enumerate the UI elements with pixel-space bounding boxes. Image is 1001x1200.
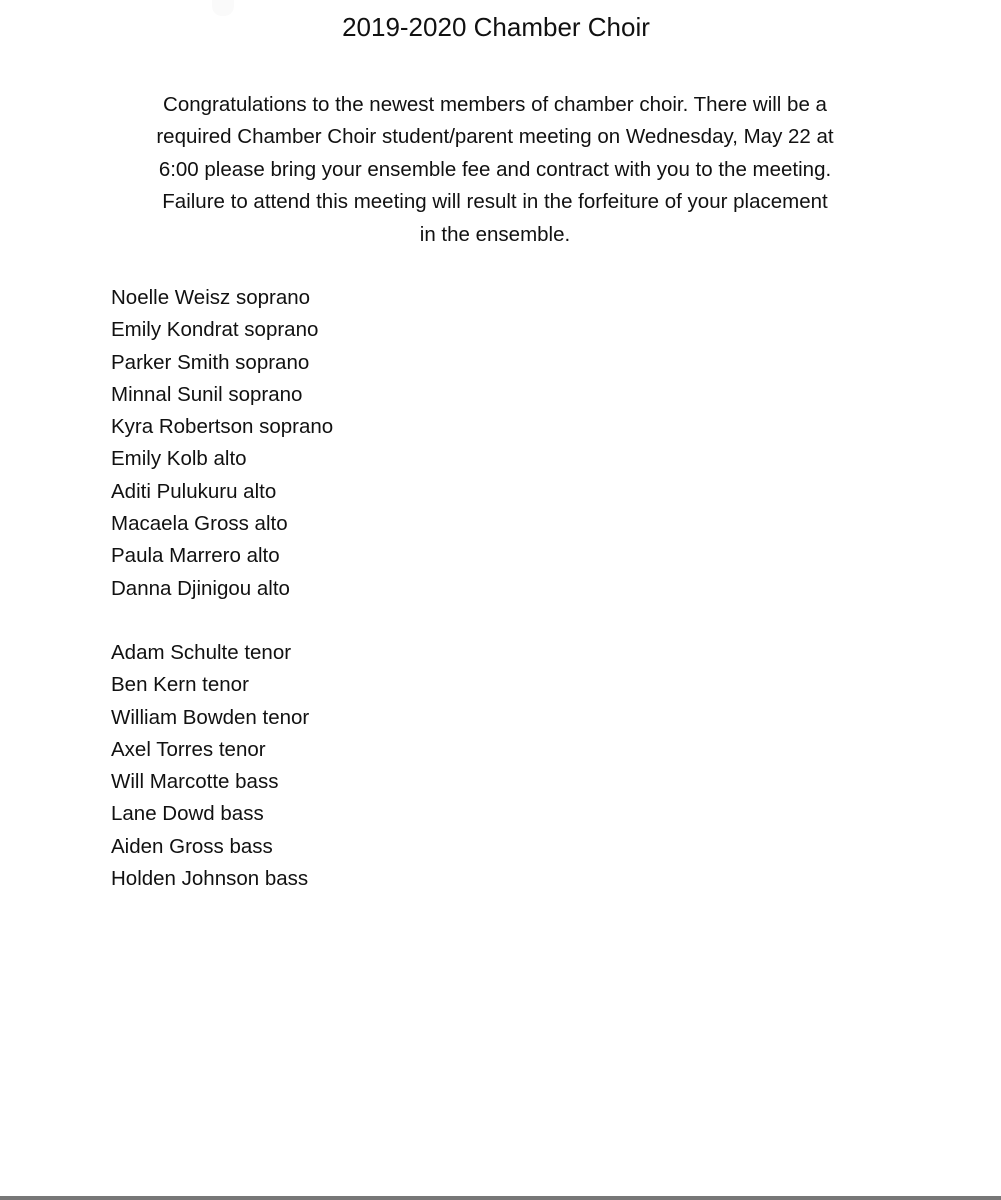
roster-member: Danna Djinigou alto [111,576,290,600]
roster-member: Kyra Robertson soprano [111,415,334,439]
roster-member: Will Marcotte bass [111,770,279,794]
roster-soprano-alto [111,282,333,605]
meeting-notice [95,89,895,251]
roster-member: Emily Kolb alto [111,447,247,471]
notice-line: Failure to attend this meeting will result in the forfeiture of your placement [162,190,828,214]
notice-line: required Chamber Choir student/parent meeting on Wednesday, May 22 at [156,125,834,149]
roster-member: Lane Dowd bass [111,802,264,826]
roster-tenor-bass [111,637,309,895]
roster-member: William Bowden tenor [111,705,310,729]
page-bottom-border [0,1196,1001,1200]
notice-line: in the ensemble. [419,222,571,246]
roster-member: Paula Marrero alto [111,544,280,568]
roster-member: Axel Torres tenor [111,737,266,761]
roster-member: Aditi Pulukuru alto [111,479,277,503]
notice-line: Congratulations to the newest members of chamber choir. There will be a [163,93,827,116]
roster-member: Holden Johnson bass [111,867,309,891]
roster-member: Noelle Weisz soprano [111,286,311,309]
roster-member: Emily Kondrat soprano [111,318,319,342]
roster-member: Minnal Sunil soprano [111,382,303,406]
roster-member: Macaela Gross alto [111,512,288,536]
roster-member: Parker Smith soprano [111,350,310,374]
roster-member: Aiden Gross bass [111,834,273,858]
notice-line: 6:00 please bring your ensemble fee and contract with you to the meeting. [158,157,832,181]
roster-member: Adam Schulte tenor [111,641,292,664]
roster-member: Ben Kern tenor [111,673,249,697]
page-title: 2019-2020 Chamber Choir [342,12,650,42]
